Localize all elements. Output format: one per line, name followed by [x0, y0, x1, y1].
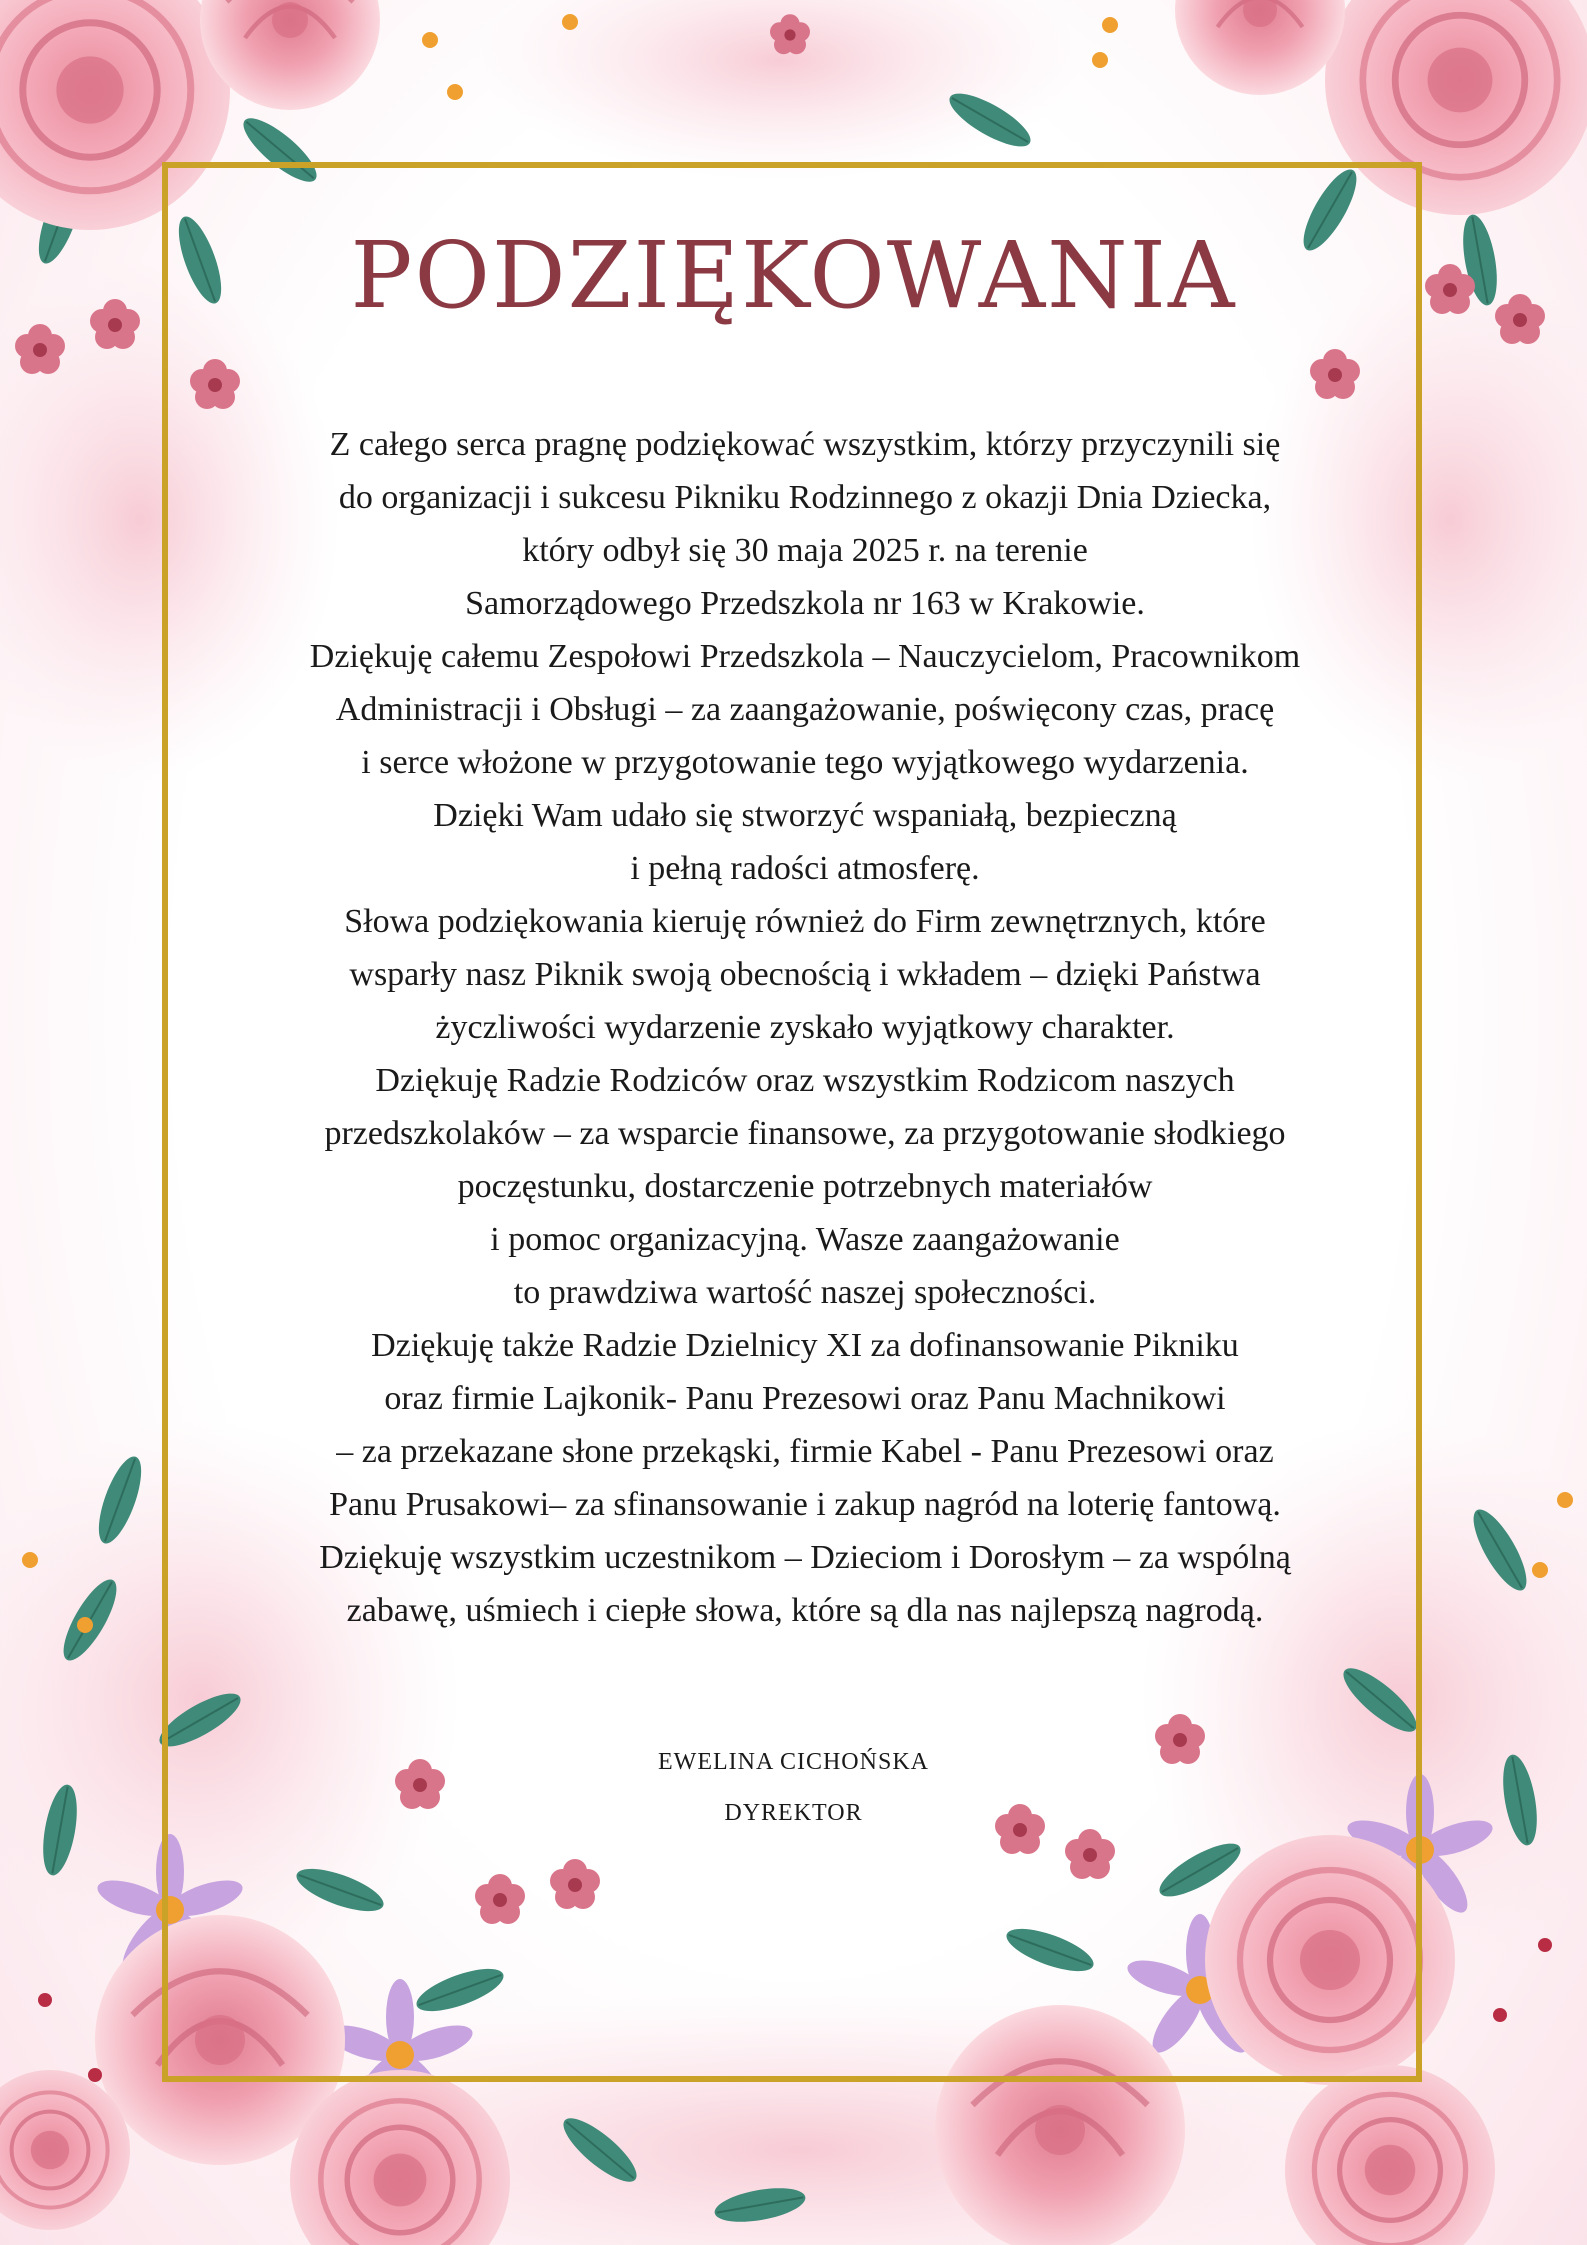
body-line: – za przekazane słone przekąski, firmie Kabel - Panu Prezesowi oraz	[336, 1433, 1274, 1470]
letter-body	[150, 418, 1460, 1637]
body-line: Słowa podziękowania kieruję również do Firm zewnętrznych, które	[344, 903, 1266, 940]
body-line: Administracji i Obsługi – za zaangażowanie, poświęcony czas, pracę	[335, 691, 1275, 728]
body-line: poczęstunku, dostarczenie potrzebnych materiałów	[457, 1168, 1153, 1205]
body-line: oraz firmie Lajkonik- Panu Prezesowi oraz Panu Machnikowi	[384, 1380, 1226, 1417]
page-title: PODZIĘKOWANIA	[350, 222, 1237, 329]
body-line: to prawdziwa wartość naszej społeczności.	[513, 1274, 1097, 1311]
body-line: zabawę, uśmiech i ciepłe słowa, które są dla nas najlepszą nagrodą.	[346, 1592, 1264, 1629]
body-line: wsparły nasz Piknik swoją obecnością i wkładem – dzięki Państwa	[349, 956, 1261, 993]
body-line: Dzięki Wam udało się stworzyć wspaniałą, bezpieczną	[433, 797, 1177, 834]
body-line: Dziękuję całemu Zespołowi Przedszkola – Nauczycielom, Pracownikom	[309, 638, 1301, 675]
body-line: Dziękuję także Radzie Dzielnicy XI za dofinansowanie Pikniku	[371, 1327, 1239, 1364]
body-line: i serce włożone w przygotowanie tego wyjątkowego wydarzenia.	[361, 744, 1249, 781]
body-line: Samorządowego Przedszkola nr 163 w Krakowie.	[465, 585, 1145, 622]
body-line: który odbył się 30 maja 2025 r. na terenie	[522, 532, 1088, 569]
signature-name: EWELINA CICHOŃSKA	[658, 1749, 929, 1775]
signature-block	[0, 1737, 1587, 1839]
body-line: Panu Prusakowi– za sfinansowanie i zakup nagród na loterię fantową.	[329, 1486, 1281, 1523]
body-line: do organizacji i sukcesu Pikniku Rodzinnego z okazji Dnia Dziecka,	[338, 479, 1272, 516]
body-line: Dziękuję Radzie Rodziców oraz wszystkim Rodzicom naszych	[375, 1062, 1235, 1099]
body-line: przedszkolaków – za wsparcie finansowe, za przygotowanie słodkiego	[324, 1115, 1286, 1152]
signature-role: DYREKTOR	[724, 1800, 863, 1826]
body-line: Z całego serca pragnę podziękować wszystkim, którzy przyczynili się	[329, 426, 1281, 463]
body-line: życzliwości wydarzenie zyskało wyjątkowy charakter.	[435, 1009, 1175, 1046]
body-line: i pełną radości atmosferę.	[630, 850, 980, 887]
body-line: i pomoc organizacyjną. Wasze zaangażowanie	[490, 1221, 1120, 1258]
body-line: Dziękuję wszystkim uczestnikom – Dzieciom i Dorosłym – za wspólną	[319, 1539, 1291, 1576]
